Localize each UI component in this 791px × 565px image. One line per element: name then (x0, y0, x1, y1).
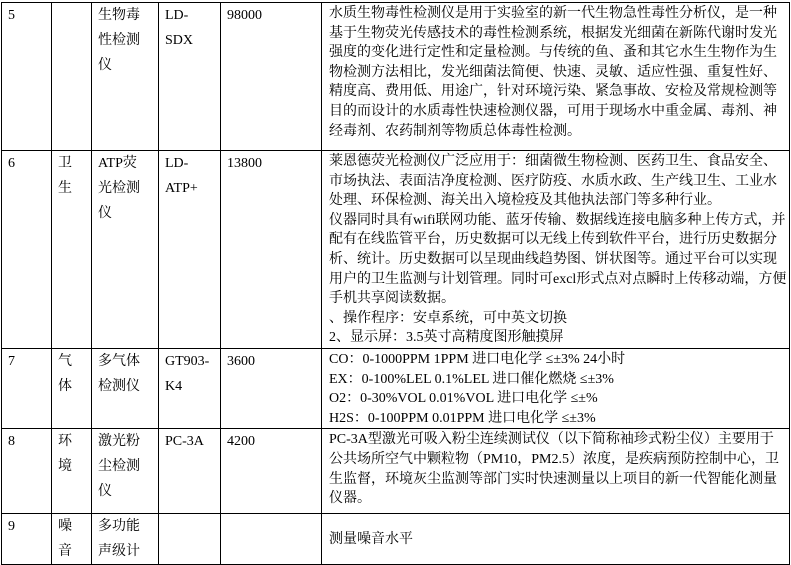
cell-no-line: 5 (8, 8, 15, 23)
cell-model-line: PC-3A (165, 434, 204, 450)
cell-model (159, 3, 221, 151)
cell-description (322, 514, 790, 565)
cell-description (322, 151, 790, 349)
cell-category (52, 151, 92, 349)
cell-name-line: 多功能 (98, 519, 140, 535)
price-value: 4200 (227, 434, 255, 450)
cell-name-line: 仪 (98, 206, 112, 221)
description-paragraph: 水质生物毒性检测仪是用于实验室的新一代生物急性毒性分析仪，是一种基于生物荧光传感技术的毒性检测系统，根据发光细菌在新陈代谢时发光强度的变化进行定性和定量检测。与传统的鱼、蚤和其它水生生物作为生物检测方法相比，发光细菌法简便、快速、灵敏、适应性强、重复性好、精度高、费用低、用途广，针对环境污染、紧急事故、安检及常规检测等目的而设计的水质毒性快速检测仪器，可用于现场水中重金属、毒剂、神经毒剂、农药制剂等物质总体毒性检测。 (329, 6, 777, 139)
cell-category (52, 429, 92, 514)
price-value: 3600 (227, 354, 255, 369)
cell-price (221, 3, 322, 151)
cell-price (221, 349, 322, 429)
cell-description (322, 3, 790, 151)
cell-model (159, 429, 221, 514)
products-table-body (2, 3, 790, 565)
cell-category-line: 音 (58, 544, 72, 560)
cell-price (221, 429, 322, 514)
price-value: 98000 (227, 8, 262, 23)
description-paragraph: 测量噪音水平 (329, 532, 413, 548)
cell-name-line: 激光粉 (98, 434, 140, 450)
cell-name-line: 仪 (98, 58, 112, 73)
description-paragraph: O2：0-30%VOL 0.01%VOL 进口电化学 ≤±% (329, 391, 598, 407)
cell-model-line: LD- (165, 156, 189, 171)
cell-name-line: 光检测 (98, 181, 140, 196)
products-table (1, 2, 790, 565)
cell-no (2, 3, 52, 151)
cell-name (92, 3, 159, 151)
cell-model (159, 514, 221, 565)
cell-description (322, 429, 790, 514)
cell-name-line: 生物毒 (98, 8, 140, 23)
cell-category-line: 生 (58, 181, 72, 196)
cell-category-line: 卫 (58, 156, 72, 171)
cell-no-line: 7 (8, 354, 15, 369)
description-paragraph: 2、显示屏：3.5英寸高精度图形触摸屏 (329, 330, 564, 346)
cell-name (92, 349, 159, 429)
cell-category (52, 514, 92, 565)
description-paragraph: 仪器同时具有wifi联网功能、蓝牙传输、数据线连接电脑多种上传方式，并配有在线监管平台，历史数据可以无线上传到软件平台，进行历史数据分析、统计。历史数据可以呈现曲线趋势图、饼状图等。通过平台可以实现用户的卫生监测与计划管理。同时可excl形式点对点瞬时上传移动端，方便手机共享阅读数据。 (329, 212, 787, 307)
table-row (2, 349, 790, 429)
cell-model (159, 151, 221, 349)
cell-model-line: LD- (165, 8, 189, 23)
table-row (2, 3, 790, 151)
cell-model-line: K4 (165, 379, 183, 394)
cell-name-line: ATP荧 (98, 156, 137, 171)
cell-name-line: 性检测 (98, 33, 140, 48)
price-value: 13800 (227, 156, 262, 171)
cell-name-line: 仪 (98, 484, 112, 500)
description-paragraph: H2S：0-100PPM 0.01PPM 进口电化学 ≤±3% (329, 410, 596, 426)
cell-name-line: 检测仪 (98, 379, 140, 394)
description-paragraph: 、操作程序：安卓系统，可中英文切换 (329, 310, 567, 326)
cell-category-line: 气 (58, 354, 72, 369)
cell-no (2, 349, 52, 429)
description-paragraph: EX：0-100%LEL 0.1%LEL 进口催化燃烧 ≤±3% (329, 371, 614, 387)
cell-no (2, 514, 52, 565)
cell-name (92, 429, 159, 514)
cell-category (52, 349, 92, 429)
cell-no-line: 9 (8, 519, 15, 535)
table-row (2, 151, 790, 349)
cell-description (322, 349, 790, 429)
cell-no (2, 151, 52, 349)
cell-model (159, 349, 221, 429)
cell-no-line: 6 (8, 156, 15, 171)
description-paragraph: CO：0-1000PPM 1PPM 进口电化学 ≤±3% 24小时 (329, 352, 626, 367)
cell-no (2, 429, 52, 514)
cell-price (221, 151, 322, 349)
cell-category-line: 环 (58, 434, 72, 450)
cell-category-line: 境 (58, 459, 72, 475)
cell-name-line: 声级计 (98, 544, 140, 560)
description-paragraph: 莱恩德荧光检测仪广泛应用于：细菌微生物检测、医药卫生、食品安全、市场执法、表面洁净度检测、医疗防疫、水质水政、生产线卫生、工业水处理、环保检测、海关出入境检疫及其他执法部门等多种行业。 (329, 154, 777, 209)
cell-price (221, 514, 322, 565)
table-row (2, 514, 790, 565)
table-row (2, 429, 790, 514)
cell-model-line: SDX (165, 33, 194, 48)
cell-name-line: 尘检测 (98, 459, 140, 475)
cell-model-line: ATP+ (165, 181, 198, 196)
cell-category-line: 噪 (58, 519, 72, 535)
cell-name (92, 514, 159, 565)
cell-name (92, 151, 159, 349)
cell-no-line: 8 (8, 434, 15, 450)
cell-model-line: GT903- (165, 354, 210, 369)
cell-category-line: 体 (58, 379, 72, 394)
description-paragraph: PC-3A型激光可吸入粉尘连续测试仪（以下简称袖珍式粉尘仪）主要用于公共场所空气中颗粒物（PM10，PM2.5）浓度，是疾病预防控制中心，卫生监督，环境灰尘监测等部门实时快速测量以上项目的新一代智能化测量仪器。 (329, 432, 779, 507)
cell-category (52, 3, 92, 151)
cell-name-line: 多气体 (98, 354, 140, 369)
